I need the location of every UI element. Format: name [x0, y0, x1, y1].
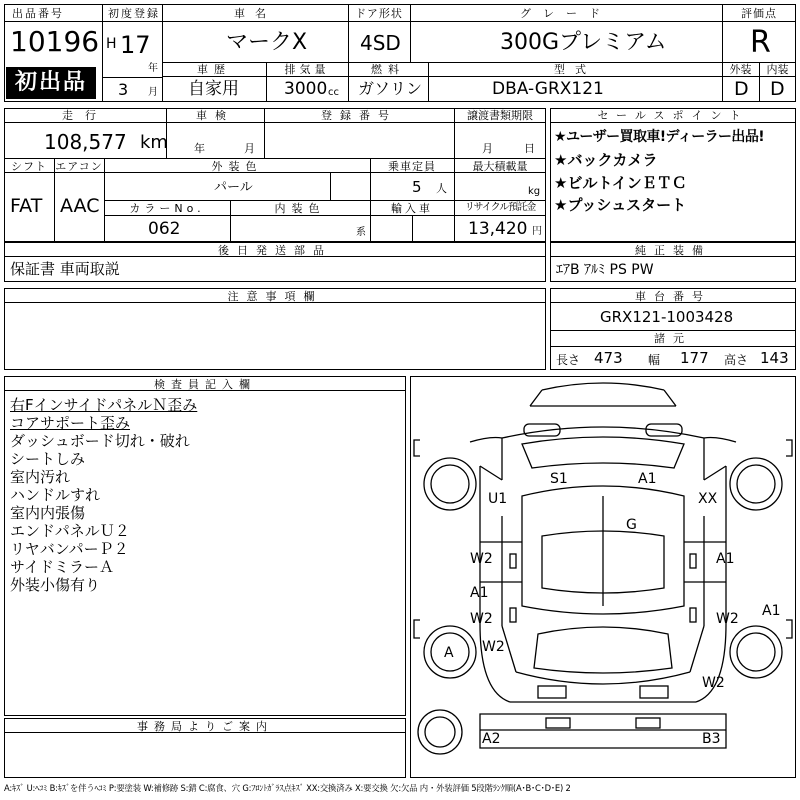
displacement-unit: cc [328, 87, 339, 98]
divider [412, 215, 413, 242]
max-load-unit: kg [528, 186, 541, 197]
damage-mark-w2-trunk: W2 [702, 675, 725, 691]
interior-grade: D [770, 78, 785, 100]
month-unit: 月 [148, 87, 158, 98]
fuel: ガソリン [358, 79, 423, 98]
reg-year: 17 [120, 31, 151, 59]
inspector-label: 検査員記入欄 [154, 378, 256, 391]
exterior-grade: D [734, 78, 749, 100]
inspector-line: コアサポート歪み [10, 414, 131, 432]
damage-mark-b3: B3 [702, 731, 721, 747]
equipment-label: 純正装備 [635, 244, 711, 257]
mileage-unit: km [140, 132, 168, 153]
chassis-label: 車台番号 [635, 290, 711, 303]
sales-point-2: ★バックカメラ [554, 151, 658, 169]
divider [162, 76, 796, 77]
lot-number-label: 出品番号 [12, 7, 64, 20]
length-value: 473 [594, 349, 623, 367]
recycle-label: リサイクル預託金 [464, 202, 536, 213]
width-label: 幅 [648, 353, 661, 367]
inspector-line: エンドパネルＵ２ [10, 522, 130, 540]
door-type: 4SD [360, 31, 401, 55]
door-label: ドア形状 [355, 7, 403, 20]
office-label: 事務局よりご案内 [137, 720, 273, 733]
docs-value: 保証書 車両取説 [10, 260, 120, 278]
transfer-deadline-label: 譲渡書類期限 [467, 109, 533, 122]
model-label: 型式 [554, 63, 596, 76]
grade-label: グレード [520, 7, 612, 20]
history-label: 車歴 [197, 63, 231, 76]
inspector-lines [10, 396, 197, 594]
inspector-line: 右FインサイドパネルＮ歪み [10, 396, 198, 414]
damage-mark-w2-rear: W2 [482, 639, 505, 655]
divider [162, 21, 722, 22]
inspection-month-unit: 月 [244, 142, 255, 155]
first-listing-badge [6, 67, 96, 99]
shift: FAT [10, 195, 43, 217]
divider [550, 330, 796, 331]
exterior-label: 外装 [729, 63, 752, 76]
inspector-line: リヤバンパーＰ２ [10, 540, 129, 558]
import-label: 輸入車 [391, 202, 433, 215]
shift-label: シフト [11, 160, 47, 173]
inspector-line: ダッシュボード切れ・破れ [10, 432, 190, 450]
notes-label: 注意事項欄 [227, 290, 323, 303]
chassis-number: GRX121-1003428 [600, 308, 734, 326]
color-no: 062 [148, 219, 181, 239]
divider [550, 122, 796, 123]
sales-point-4: ★プッシュスタート [554, 196, 687, 214]
damage-mark-a1-mirror: A1 [762, 603, 781, 619]
displacement: 3000 [284, 79, 328, 99]
score-label: 評価点 [741, 7, 777, 20]
inspector-line: 室内内張傷 [10, 504, 86, 522]
ac-label: エアコン [55, 160, 103, 173]
height-value: 143 [760, 349, 789, 367]
model: DBA-GRX121 [492, 79, 604, 99]
divider [104, 215, 546, 216]
damage-mark-w2-lf: W2 [470, 551, 493, 567]
damage-mark-a1-lr: A1 [470, 585, 489, 601]
inspection-label: 車検 [196, 109, 234, 122]
lot-number: 10196 [10, 25, 100, 58]
damage-mark-xx: XX [698, 491, 718, 507]
divider [104, 200, 546, 201]
grade: 300Gプレミアム [500, 30, 667, 55]
capacity-label: 乗車定員 [388, 160, 436, 173]
damage-mark-a2: A2 [482, 731, 501, 747]
era: H [106, 36, 117, 52]
mileage-label: 走行 [62, 109, 108, 122]
divider [102, 4, 103, 102]
divider [4, 122, 546, 123]
divider [330, 172, 331, 200]
divider [102, 21, 162, 22]
history: 自家用 [188, 79, 239, 99]
inspector-line: 室内汚れ [10, 468, 71, 486]
width-value: 177 [680, 349, 709, 367]
vehicle-info-frame [4, 108, 546, 242]
plate-label: 登録番号 [321, 109, 397, 122]
interior-color-unit: 系 [356, 227, 366, 238]
sales-point-3: ★ビルトインＥＴＣ [554, 174, 687, 192]
recycle-fee: 13,420 [468, 219, 528, 239]
car-name: マークX [226, 30, 308, 55]
ac: AAC [60, 195, 100, 217]
docs-label: 後日発送部品 [218, 244, 332, 257]
displacement-label: 排気量 [284, 63, 330, 76]
height-label: 高さ [724, 353, 749, 367]
sales-point-1: ★ユーザー買取車!ディーラー出品! [554, 129, 764, 145]
recycle-unit: 円 [532, 226, 542, 237]
damage-mark-a1-hood: A1 [638, 471, 657, 487]
color-no-label: カラーNo. [129, 202, 205, 215]
inspector-line: 外装小傷有り [10, 576, 101, 594]
divider [4, 21, 104, 22]
damage-mark-u1: U1 [488, 491, 508, 507]
exterior-color: パール [214, 180, 253, 195]
divider [722, 21, 796, 22]
first-reg-label: 初度登録 [108, 7, 160, 20]
legend: A:ｷｽﾞ U:ﾍｺﾐ B:ｷｽﾞを伴うﾍｺﾐ P:要塗装 W:補修跡 S:錆 C:腐食、穴 G:ﾌﾛﾝﾄｶﾞﾗｽ点ｷｽﾞ XX:交換済み X:要交換 欠:欠品 内・外装評価 5段階ﾗﾝｸ順(A･B･C･D･E) 2 [4, 783, 571, 793]
max-load-label: 最大積載量 [472, 160, 528, 173]
inspector-line: サイドミラーＡ [10, 558, 114, 576]
reg-month: 3 [118, 80, 129, 99]
damage-mark-w2-rr: W2 [716, 611, 739, 627]
sales-points-label: セールスポイント [597, 109, 749, 122]
damage-mark-a1-rf: A1 [716, 551, 735, 567]
divider [102, 77, 162, 78]
interior-color-label: 内装色 [274, 202, 326, 215]
mileage: 108,577 [44, 130, 127, 154]
length-label: 長さ [556, 353, 581, 367]
score: R [750, 25, 771, 60]
capacity-unit: 人 [436, 182, 447, 195]
dims-label: 諸元 [654, 332, 692, 345]
fuel-label: 燃料 [371, 63, 405, 76]
interior-label: 内装 [766, 63, 789, 76]
damage-mark-g: G [626, 517, 637, 533]
year-unit: 年 [148, 63, 158, 74]
inspection-year-unit: 年 [194, 142, 205, 155]
transfer-day-unit: 日 [524, 142, 535, 155]
divider [550, 346, 796, 347]
damage-mark-a-wheel: A [444, 645, 454, 661]
divider [162, 62, 796, 63]
inspector-line: シートしみ [10, 450, 86, 468]
inspector-line: ハンドルすれ [10, 486, 101, 504]
capacity: 5 [412, 178, 422, 196]
divider [4, 158, 546, 159]
first-listing-text: 初出品 [14, 70, 87, 95]
color-label: 外装色 [211, 160, 263, 173]
transfer-month-unit: 月 [482, 142, 493, 155]
damage-mark-s1: S1 [550, 471, 568, 487]
vehicle-diagram [410, 376, 796, 778]
car-name-label: 車名 [234, 7, 276, 20]
damage-mark-w2-lr: W2 [470, 611, 493, 627]
equipment-value: ｴｱB ｱﾙﾐ PS PW [556, 262, 654, 278]
